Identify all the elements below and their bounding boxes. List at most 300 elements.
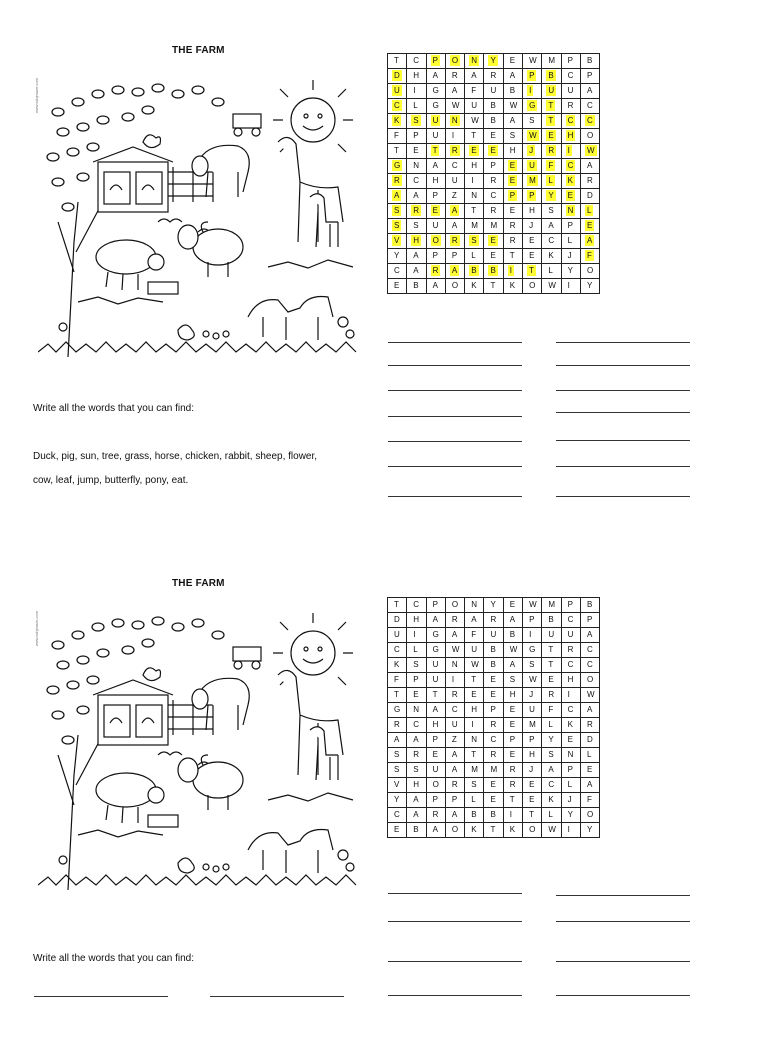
grid-cell[interactable] [426,598,445,613]
grid-cell[interactable] [465,69,484,84]
grid-cell[interactable] [484,144,503,159]
grid-cell[interactable] [465,613,484,628]
grid-cell[interactable] [407,159,426,174]
grid-cell[interactable] [465,234,484,249]
grid-cell[interactable] [426,718,445,733]
grid-cell[interactable] [426,69,445,84]
grid-cell[interactable] [484,733,503,748]
grid-cell[interactable] [523,219,542,234]
grid-cell[interactable] [426,793,445,808]
grid-cell[interactable] [561,159,580,174]
grid-cell[interactable] [561,688,580,703]
grid-cell[interactable] [503,264,522,279]
grid-cell[interactable] [407,264,426,279]
grid-cell[interactable] [407,673,426,688]
grid-cell[interactable] [426,733,445,748]
grid-cell[interactable] [561,793,580,808]
grid-cell[interactable] [561,114,580,129]
grid-cell[interactable] [503,189,522,204]
grid-cell[interactable] [523,99,542,114]
grid-cell[interactable] [523,718,542,733]
grid-cell[interactable] [503,69,522,84]
grid-cell[interactable] [484,234,503,249]
grid-cell[interactable] [407,279,426,294]
grid-cell[interactable] [465,748,484,763]
grid-cell[interactable] [580,643,599,658]
grid-cell[interactable] [426,54,445,69]
grid-cell[interactable] [484,643,503,658]
grid-cell[interactable] [445,718,464,733]
answer-line[interactable] [34,996,168,997]
grid-cell[interactable] [542,279,561,294]
grid-cell[interactable] [407,628,426,643]
grid-cell[interactable] [465,658,484,673]
grid-cell[interactable] [542,613,561,628]
grid-cell[interactable] [523,69,542,84]
grid-cell[interactable] [580,249,599,264]
grid-cell[interactable] [542,643,561,658]
grid-cell[interactable] [426,159,445,174]
grid-cell[interactable] [388,69,407,84]
grid-cell[interactable] [445,234,464,249]
grid-cell[interactable] [445,763,464,778]
grid-cell[interactable] [580,279,599,294]
grid-cell[interactable] [580,808,599,823]
grid-cell[interactable] [580,598,599,613]
grid-cell[interactable] [503,763,522,778]
grid-cell[interactable] [407,204,426,219]
grid-cell[interactable] [523,159,542,174]
grid-cell[interactable] [388,129,407,144]
grid-cell[interactable] [484,249,503,264]
answer-line[interactable] [556,496,690,497]
grid-cell[interactable] [445,189,464,204]
grid-cell[interactable] [503,249,522,264]
grid-cell[interactable] [523,279,542,294]
grid-cell[interactable] [523,703,542,718]
grid-cell[interactable] [503,219,522,234]
grid-cell[interactable] [426,808,445,823]
grid-cell[interactable] [484,99,503,114]
grid-cell[interactable] [503,129,522,144]
grid-cell[interactable] [580,628,599,643]
grid-cell[interactable] [445,84,464,99]
grid-cell[interactable] [388,718,407,733]
grid-cell[interactable] [407,114,426,129]
grid-cell[interactable] [580,84,599,99]
grid-cell[interactable] [561,264,580,279]
grid-cell[interactable] [503,598,522,613]
grid-cell[interactable] [542,763,561,778]
grid-cell[interactable] [580,204,599,219]
answer-line[interactable] [388,390,522,391]
grid-cell[interactable] [388,99,407,114]
grid-cell[interactable] [561,204,580,219]
grid-cell[interactable] [561,69,580,84]
grid-cell[interactable] [426,189,445,204]
grid-cell[interactable] [465,763,484,778]
grid-cell[interactable] [561,823,580,838]
grid-cell[interactable] [388,84,407,99]
grid-cell[interactable] [542,793,561,808]
grid-cell[interactable] [561,748,580,763]
grid-cell[interactable] [580,159,599,174]
grid-cell[interactable] [388,673,407,688]
grid-cell[interactable] [523,778,542,793]
grid-cell[interactable] [484,688,503,703]
grid-cell[interactable] [561,763,580,778]
grid-cell[interactable] [561,234,580,249]
grid-cell[interactable] [445,279,464,294]
grid-cell[interactable] [426,174,445,189]
grid-cell[interactable] [445,54,464,69]
grid-cell[interactable] [465,703,484,718]
grid-cell[interactable] [561,628,580,643]
grid-cell[interactable] [542,159,561,174]
grid-cell[interactable] [407,658,426,673]
grid-cell[interactable] [388,658,407,673]
grid-cell[interactable] [465,808,484,823]
grid-cell[interactable] [523,84,542,99]
grid-cell[interactable] [445,129,464,144]
grid-cell[interactable] [580,703,599,718]
grid-cell[interactable] [465,54,484,69]
grid-cell[interactable] [426,658,445,673]
grid-cell[interactable] [465,718,484,733]
grid-cell[interactable] [503,159,522,174]
grid-cell[interactable] [465,174,484,189]
grid-cell[interactable] [426,643,445,658]
grid-cell[interactable] [388,733,407,748]
answer-line[interactable] [388,416,522,417]
grid-cell[interactable] [407,613,426,628]
grid-cell[interactable] [407,643,426,658]
grid-cell[interactable] [388,628,407,643]
grid-cell[interactable] [407,219,426,234]
grid-cell[interactable] [523,658,542,673]
grid-cell[interactable] [542,129,561,144]
grid-cell[interactable] [542,99,561,114]
answer-line[interactable] [388,365,522,366]
grid-cell[interactable] [561,733,580,748]
grid-cell[interactable] [484,703,503,718]
grid-cell[interactable] [484,673,503,688]
grid-cell[interactable] [426,264,445,279]
grid-cell[interactable] [523,733,542,748]
grid-cell[interactable] [445,114,464,129]
grid-cell[interactable] [503,204,522,219]
answer-line[interactable] [388,893,522,894]
grid-cell[interactable] [388,114,407,129]
grid-cell[interactable] [407,793,426,808]
grid-cell[interactable] [407,84,426,99]
grid-cell[interactable] [445,204,464,219]
grid-cell[interactable] [407,823,426,838]
grid-cell[interactable] [484,628,503,643]
grid-cell[interactable] [388,793,407,808]
grid-cell[interactable] [465,264,484,279]
grid-cell[interactable] [580,778,599,793]
grid-cell[interactable] [407,99,426,114]
grid-cell[interactable] [503,279,522,294]
grid-cell[interactable] [388,219,407,234]
answer-line[interactable] [388,466,522,467]
grid-cell[interactable] [465,189,484,204]
grid-cell[interactable] [426,823,445,838]
grid-cell[interactable] [388,54,407,69]
grid-cell[interactable] [580,658,599,673]
grid-cell[interactable] [503,688,522,703]
grid-cell[interactable] [523,628,542,643]
grid-cell[interactable] [465,159,484,174]
answer-line[interactable] [556,390,690,391]
grid-cell[interactable] [465,673,484,688]
grid-cell[interactable] [484,174,503,189]
answer-line[interactable] [388,342,522,343]
grid-cell[interactable] [426,279,445,294]
grid-cell[interactable] [388,234,407,249]
grid-cell[interactable] [426,129,445,144]
grid-cell[interactable] [407,808,426,823]
grid-cell[interactable] [445,703,464,718]
grid-cell[interactable] [580,144,599,159]
grid-cell[interactable] [523,54,542,69]
grid-cell[interactable] [503,628,522,643]
grid-cell[interactable] [445,793,464,808]
grid-cell[interactable] [426,748,445,763]
grid-cell[interactable] [465,219,484,234]
grid-cell[interactable] [503,144,522,159]
grid-cell[interactable] [523,129,542,144]
grid-cell[interactable] [580,613,599,628]
grid-cell[interactable] [388,174,407,189]
grid-cell[interactable] [561,84,580,99]
grid-cell[interactable] [388,778,407,793]
grid-cell[interactable] [561,613,580,628]
grid-cell[interactable] [445,219,464,234]
grid-cell[interactable] [484,598,503,613]
grid-cell[interactable] [465,598,484,613]
grid-cell[interactable] [580,733,599,748]
grid-cell[interactable] [580,793,599,808]
grid-cell[interactable] [580,174,599,189]
grid-cell[interactable] [523,643,542,658]
grid-cell[interactable] [484,763,503,778]
grid-cell[interactable] [503,613,522,628]
grid-cell[interactable] [580,688,599,703]
grid-cell[interactable] [426,234,445,249]
grid-cell[interactable] [407,174,426,189]
grid-cell[interactable] [542,264,561,279]
grid-cell[interactable] [561,249,580,264]
grid-cell[interactable] [445,673,464,688]
grid-cell[interactable] [542,174,561,189]
grid-cell[interactable] [445,643,464,658]
grid-cell[interactable] [580,264,599,279]
grid-cell[interactable] [542,703,561,718]
grid-cell[interactable] [426,673,445,688]
grid-cell[interactable] [503,808,522,823]
grid-cell[interactable] [407,748,426,763]
grid-cell[interactable] [523,613,542,628]
grid-cell[interactable] [465,823,484,838]
grid-cell[interactable] [407,718,426,733]
grid-cell[interactable] [580,54,599,69]
grid-cell[interactable] [445,688,464,703]
grid-cell[interactable] [445,808,464,823]
answer-line[interactable] [556,895,690,896]
grid-cell[interactable] [542,114,561,129]
grid-cell[interactable] [388,808,407,823]
grid-cell[interactable] [503,793,522,808]
grid-cell[interactable] [484,279,503,294]
grid-cell[interactable] [523,688,542,703]
grid-cell[interactable] [426,84,445,99]
grid-cell[interactable] [503,778,522,793]
grid-cell[interactable] [484,613,503,628]
grid-cell[interactable] [388,159,407,174]
grid-cell[interactable] [542,189,561,204]
grid-cell[interactable] [580,718,599,733]
grid-cell[interactable] [445,823,464,838]
grid-cell[interactable] [388,613,407,628]
grid-cell[interactable] [523,673,542,688]
grid-cell[interactable] [484,718,503,733]
grid-cell[interactable] [503,84,522,99]
grid-cell[interactable] [484,189,503,204]
grid-cell[interactable] [465,84,484,99]
grid-cell[interactable] [465,249,484,264]
grid-cell[interactable] [523,748,542,763]
grid-cell[interactable] [561,144,580,159]
grid-cell[interactable] [465,204,484,219]
grid-cell[interactable] [542,823,561,838]
grid-cell[interactable] [561,673,580,688]
grid-cell[interactable] [542,234,561,249]
grid-cell[interactable] [426,99,445,114]
grid-cell[interactable] [445,99,464,114]
grid-cell[interactable] [388,249,407,264]
grid-cell[interactable] [580,748,599,763]
grid-cell[interactable] [426,144,445,159]
grid-cell[interactable] [523,174,542,189]
answer-line[interactable] [556,412,690,413]
grid-cell[interactable] [503,54,522,69]
grid-cell[interactable] [426,688,445,703]
grid-cell[interactable] [503,823,522,838]
answer-line[interactable] [388,441,522,442]
grid-cell[interactable] [561,598,580,613]
grid-cell[interactable] [407,189,426,204]
grid-cell[interactable] [561,643,580,658]
grid-cell[interactable] [388,763,407,778]
grid-cell[interactable] [561,99,580,114]
grid-cell[interactable] [388,703,407,718]
grid-cell[interactable] [445,249,464,264]
grid-cell[interactable] [484,114,503,129]
grid-cell[interactable] [465,793,484,808]
grid-cell[interactable] [426,763,445,778]
grid-cell[interactable] [426,249,445,264]
grid-cell[interactable] [388,823,407,838]
grid-cell[interactable] [503,643,522,658]
grid-cell[interactable] [561,174,580,189]
grid-cell[interactable] [465,628,484,643]
grid-cell[interactable] [580,69,599,84]
grid-cell[interactable] [407,598,426,613]
grid-cell[interactable] [445,144,464,159]
grid-cell[interactable] [388,688,407,703]
grid-cell[interactable] [407,763,426,778]
grid-cell[interactable] [561,54,580,69]
grid-cell[interactable] [445,613,464,628]
grid-cell[interactable] [542,204,561,219]
grid-cell[interactable] [580,189,599,204]
grid-cell[interactable] [542,628,561,643]
grid-cell[interactable] [484,159,503,174]
grid-cell[interactable] [561,658,580,673]
grid-cell[interactable] [484,264,503,279]
grid-cell[interactable] [388,748,407,763]
answer-line[interactable] [556,921,690,922]
grid-cell[interactable] [388,598,407,613]
grid-cell[interactable] [388,189,407,204]
grid-cell[interactable] [561,219,580,234]
grid-cell[interactable] [523,189,542,204]
grid-cell[interactable] [542,84,561,99]
answer-line[interactable] [556,961,690,962]
grid-cell[interactable] [523,144,542,159]
grid-cell[interactable] [465,643,484,658]
grid-cell[interactable] [388,144,407,159]
grid-cell[interactable] [542,808,561,823]
grid-cell[interactable] [542,688,561,703]
grid-cell[interactable] [407,778,426,793]
answer-line[interactable] [388,995,522,996]
grid-cell[interactable] [580,99,599,114]
grid-cell[interactable] [484,219,503,234]
grid-cell[interactable] [542,249,561,264]
grid-cell[interactable] [426,613,445,628]
grid-cell[interactable] [465,114,484,129]
grid-cell[interactable] [445,658,464,673]
grid-cell[interactable] [445,174,464,189]
grid-cell[interactable] [523,793,542,808]
grid-cell[interactable] [465,688,484,703]
grid-cell[interactable] [503,234,522,249]
grid-cell[interactable] [561,279,580,294]
grid-cell[interactable] [426,703,445,718]
grid-cell[interactable] [465,778,484,793]
grid-cell[interactable] [580,129,599,144]
grid-cell[interactable] [503,673,522,688]
grid-cell[interactable] [426,114,445,129]
grid-cell[interactable] [561,129,580,144]
grid-cell[interactable] [542,778,561,793]
grid-cell[interactable] [542,748,561,763]
grid-cell[interactable] [426,204,445,219]
grid-cell[interactable] [523,823,542,838]
answer-line[interactable] [388,921,522,922]
grid-cell[interactable] [484,823,503,838]
answer-line[interactable] [556,365,690,366]
grid-cell[interactable] [445,264,464,279]
grid-cell[interactable] [542,219,561,234]
grid-cell[interactable] [484,84,503,99]
grid-cell[interactable] [407,144,426,159]
grid-cell[interactable] [561,718,580,733]
grid-cell[interactable] [580,234,599,249]
